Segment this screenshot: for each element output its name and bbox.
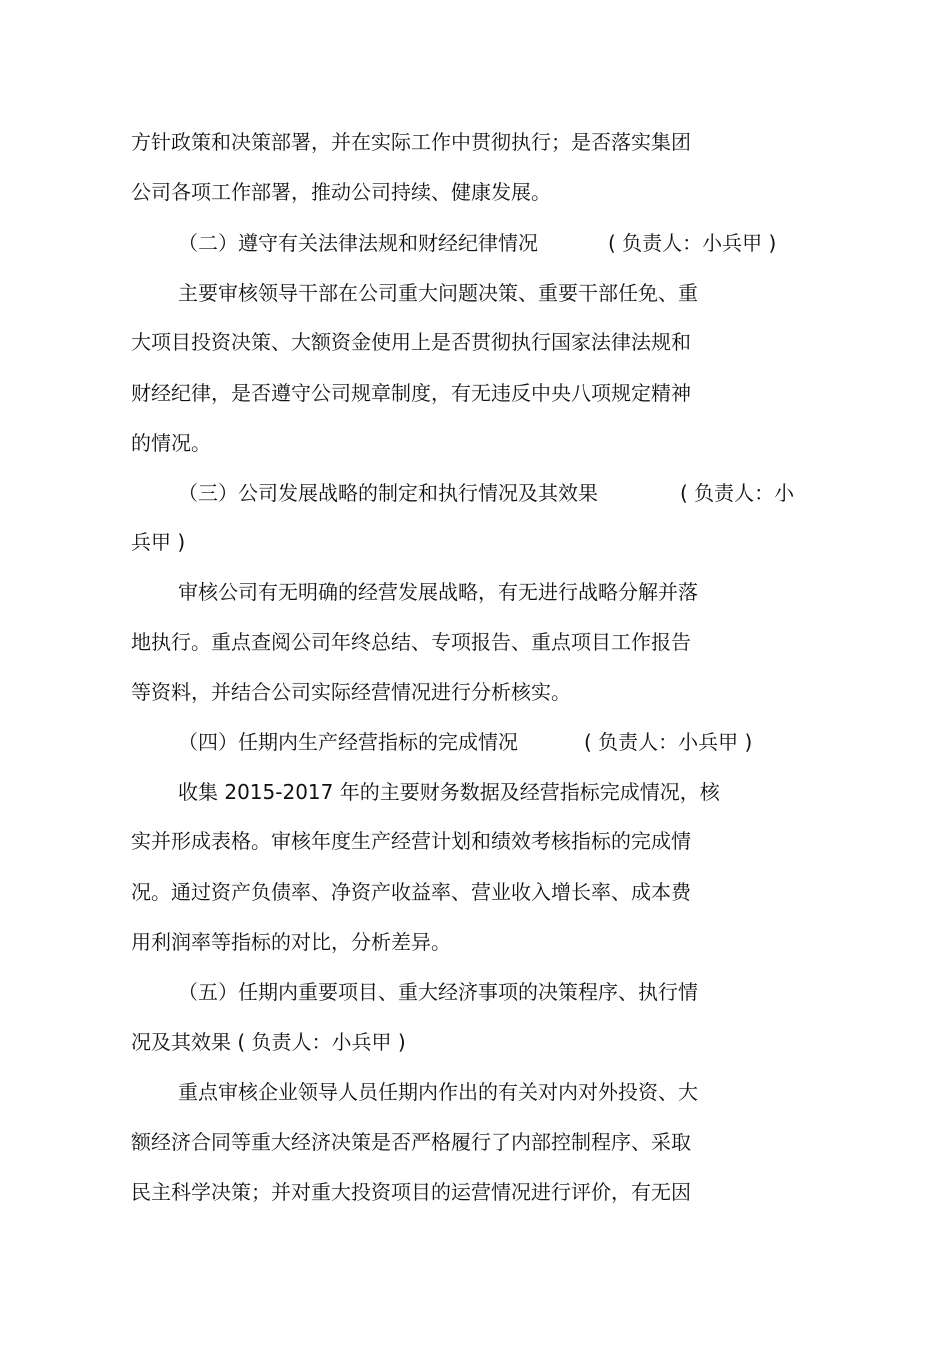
- paragraph-line: 民主科学决策；并对重大投资项目的运营情况进行评价，有无因: [131, 1180, 691, 1204]
- section-heading-4: （四）任期内生产经营指标的完成情况: [178, 730, 518, 754]
- section-4-responsible: ( 负责人：小兵甲 ): [584, 730, 753, 754]
- paragraph-line: 审核公司有无明确的经营发展战略，有无进行战略分解并落: [178, 580, 698, 604]
- paragraph-line: 的情况。: [131, 431, 211, 455]
- section-3-responsible: ( 负责人：小: [680, 481, 795, 505]
- section-3-responsible-cont: 兵甲 ): [131, 530, 186, 554]
- paragraph-line: 公司各项工作部署，推动公司持续、健康发展。: [131, 180, 551, 204]
- paragraph-line: 财经纪律，是否遵守公司规章制度，有无违反中央八项规定精神: [131, 381, 691, 405]
- paragraph-line: 收集 2015-2017 年的主要财务数据及经营指标完成情况，核: [178, 780, 720, 804]
- section-heading-5: （五）任期内重要项目、重大经济事项的决策程序、执行情: [178, 980, 698, 1004]
- paragraph-line: 等资料，并结合公司实际经营情况进行分析核实。: [131, 680, 571, 704]
- section-heading-3: （三）公司发展战略的制定和执行情况及其效果: [178, 481, 598, 505]
- paragraph-line: 大项目投资决策、大额资金使用上是否贯彻执行国家法律法规和: [131, 330, 691, 354]
- paragraph-line: 用利润率等指标的对比，分析差异。: [131, 930, 451, 954]
- paragraph-line: 主要审核领导干部在公司重大问题决策、重要干部任免、重: [178, 281, 698, 305]
- paragraph-line: 地执行。重点查阅公司年终总结、专项报告、重点项目工作报告: [131, 630, 691, 654]
- paragraph-line: 额经济合同等重大经济决策是否严格履行了内部控制程序、采取: [131, 1130, 691, 1154]
- paragraph-line: 况。通过资产负债率、净资产收益率、营业收入增长率、成本费: [131, 880, 691, 904]
- paragraph-line: 重点审核企业领导人员任期内作出的有关对内对外投资、大: [178, 1080, 698, 1104]
- section-2-responsible: ( 负责人：小兵甲 ): [608, 231, 777, 255]
- paragraph-line: 方针政策和决策部署，并在实际工作中贯彻执行；是否落实集团: [131, 130, 691, 154]
- paragraph-line: 实并形成表格。审核年度生产经营计划和绩效考核指标的完成情: [131, 829, 691, 853]
- section-heading-2: （二）遵守有关法律法规和财经纪律情况: [178, 231, 538, 255]
- section-5-responsible: 况及其效果 ( 负责人：小兵甲 ): [131, 1030, 406, 1054]
